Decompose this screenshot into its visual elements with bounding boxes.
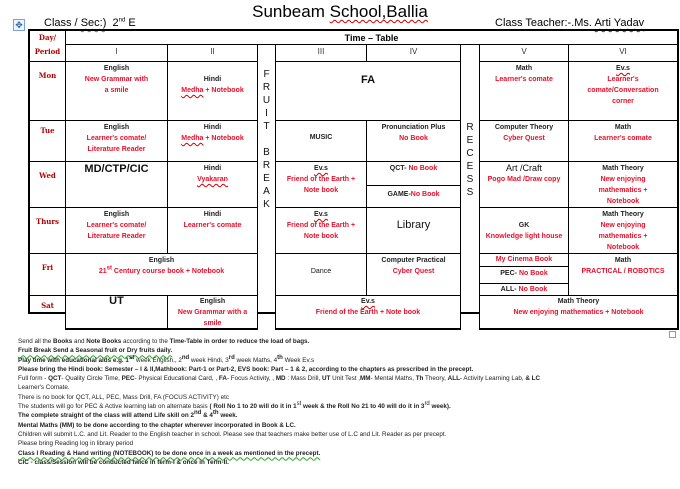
- day-sat: Sat: [28, 295, 66, 314]
- note-text: ALL: [447, 375, 460, 383]
- note-3: [18, 356, 678, 365]
- tue-period-5: [479, 120, 569, 162]
- day-mon: Mon: [28, 61, 66, 121]
- thurs-period-4: Library: [366, 207, 461, 254]
- book: Pogo Mad /Draw copy: [487, 176, 561, 183]
- note-text: and: [72, 338, 87, 345]
- note-text: week.: [218, 412, 238, 420]
- note-text: Send all the: [18, 338, 54, 345]
- note-text: Unit Test ,: [330, 375, 361, 383]
- mon-period-5: [479, 61, 569, 121]
- timetable-title: Time – Table: [65, 29, 679, 45]
- book: Learner's comate: [594, 135, 652, 142]
- book: New enjoying mathematics + Notebook: [598, 176, 648, 205]
- subject: Hindi: [203, 165, 222, 172]
- subject: Computer Theory: [494, 124, 554, 131]
- book: Learner's comate/ Literature Reader: [86, 135, 147, 153]
- book: No Book: [408, 165, 438, 172]
- fri-period-6: [568, 253, 679, 296]
- thurs-period-6: [568, 207, 679, 254]
- mon-period-2: [167, 61, 258, 121]
- book-sup: st: [106, 265, 112, 272]
- teacher-name: Arti Yadav: [594, 17, 645, 29]
- fruit-break-letter: E: [263, 173, 270, 184]
- wed-period-4a: [366, 161, 461, 186]
- note-sup: th: [212, 410, 219, 417]
- class-value: 2: [112, 17, 119, 29]
- recess-letter: E: [466, 135, 474, 146]
- fruit-break-letter: T: [263, 121, 270, 132]
- fri-period-3: Dance: [275, 253, 367, 296]
- subject: Computer Practical: [381, 257, 446, 264]
- book: Friend of the Earth + Note book: [315, 309, 421, 316]
- subject: QCT-: [389, 165, 409, 172]
- note-text: PEC: [121, 375, 135, 383]
- subject: Hindi: [203, 76, 222, 83]
- note-4: Please bring the Hindi book: Semester – I & II,Mathbook: Part-1 or Part-2, EVS book: Part – 1 & 2, according to the chapters as prescribed in the precept.: [18, 365, 474, 373]
- book: Learner's comate/Conversation corner: [587, 76, 659, 105]
- note-text: ( Roll No 1 to 20 will do it in 1: [209, 403, 297, 411]
- book: Medha: [181, 87, 204, 94]
- wed-period-2: [167, 161, 258, 208]
- subject: GK: [518, 222, 530, 229]
- day-period-header: [28, 29, 66, 62]
- mon-period-3-4: FA: [275, 61, 461, 121]
- wed-period-4b: [366, 185, 461, 208]
- note-text: UT: [322, 375, 331, 383]
- sat-period-2: [167, 295, 258, 330]
- subject: Hindi: [203, 211, 222, 218]
- note-13: Class I Reading & Hand writing (NOTEBOOK) to be done once in a week as mentioned in the precept.: [18, 449, 321, 457]
- book: Learner's comate/ Literature Reader: [86, 222, 147, 240]
- subject: Ev.s: [314, 211, 328, 218]
- subject: ALL-: [500, 286, 519, 293]
- recess-letter: R: [466, 122, 474, 133]
- note-text: The students will go for PEC & Active learning lab on alternate basis: [18, 403, 210, 411]
- fruit-break-letter: R: [262, 160, 271, 171]
- note-text: MM: [360, 375, 371, 383]
- day-tue: Tue: [28, 120, 66, 162]
- subject: English: [148, 257, 175, 264]
- subject: GAME-: [387, 191, 411, 198]
- school-title-a: Sunbeam: [252, 2, 330, 21]
- timetable: [28, 29, 679, 327]
- period-header-6: VI: [568, 44, 679, 62]
- book: 21: [98, 268, 107, 275]
- book: New Grammar with a smile: [84, 76, 149, 94]
- note-5: [18, 374, 678, 383]
- subject: Math Theory: [602, 211, 644, 218]
- note-text: QCT: [48, 375, 62, 383]
- book: Cyber Quest: [503, 135, 545, 142]
- wed-period-3: [275, 161, 367, 208]
- wed-period-6: [568, 161, 679, 208]
- subject: Math: [515, 65, 533, 72]
- period-header-2: II: [167, 44, 258, 62]
- subject: Math Theory: [557, 298, 600, 305]
- book: New Grammar with a smile: [177, 309, 248, 327]
- note-text: Books: [53, 338, 73, 345]
- note-1: [18, 337, 678, 346]
- subject: PEC-: [500, 270, 519, 277]
- teacher-label: Class Teacher:-.Ms.: [495, 17, 595, 29]
- period-header-5: V: [479, 44, 569, 62]
- note-sup: rd: [228, 354, 235, 361]
- note-text: week & the Roll No 21 to 40 will do it in 3: [301, 403, 425, 411]
- book-suffix: Century course book + Notebook: [111, 268, 225, 275]
- book: Learner's comate: [495, 76, 553, 83]
- book: Cyber Quest: [392, 268, 435, 275]
- recess-letter: C: [466, 148, 474, 159]
- notes: [18, 337, 678, 467]
- day-thurs: Thurs: [28, 207, 66, 254]
- note-text: Theory,: [423, 375, 448, 383]
- book: Vyakaran: [197, 176, 228, 183]
- book-suffix: + Notebook: [203, 135, 244, 142]
- period-header-4: IV: [366, 44, 461, 62]
- tue-period-2: [167, 120, 258, 162]
- sat-period-3-4: [275, 295, 461, 330]
- note-6: Learner's Comate.: [18, 384, 70, 392]
- tue-period-6: [568, 120, 679, 162]
- note-text: FA: [218, 375, 227, 383]
- subject: Hindi: [203, 124, 222, 131]
- subject: Ev.s: [616, 65, 630, 72]
- note-9: [18, 411, 678, 420]
- note-text: - Physical Educational Card, ,: [134, 375, 219, 383]
- period-header-1: I: [65, 44, 168, 62]
- tue-period-1: [65, 120, 168, 162]
- note-7: There is no book for QCT, ALL, PEC, Mass Drill, FA (FOCUS ACTIVITY) etc: [18, 393, 230, 401]
- fruit-break-letter: I: [265, 108, 268, 119]
- recess-letter: S: [466, 187, 474, 198]
- book: Learner's comate: [183, 222, 242, 229]
- tue-period-4: [366, 120, 461, 162]
- note-text: & LC: [525, 375, 541, 383]
- thurs-period-2: [167, 207, 258, 254]
- fri-period-1-2: [65, 253, 258, 296]
- note-text: - Focus Activity, ,: [226, 375, 276, 383]
- mon-period-6: [568, 61, 679, 121]
- subject: Art /Craft: [505, 163, 542, 173]
- note-sup: st: [296, 400, 302, 407]
- thurs-period-5: [479, 207, 569, 254]
- fri-period-4: [366, 253, 461, 296]
- note-text: The complete straight of the class will attend Life skill on 2: [18, 412, 194, 420]
- school-title-b: School,Ballia: [329, 2, 428, 21]
- tue-period-3: MUSIC: [275, 120, 367, 162]
- fri-period-5a: My Cinema Book: [479, 253, 569, 267]
- sat-period-1: UT: [65, 295, 168, 330]
- note-sup: st: [128, 354, 135, 361]
- fruit-break-column: [257, 44, 276, 314]
- day-label: Day/: [38, 33, 57, 42]
- day-fri: Fri: [28, 253, 66, 296]
- subject: English: [103, 124, 130, 131]
- note-text: Full form -: [18, 375, 49, 383]
- note-text: Time-Table in order to reduce the load of bags.: [169, 338, 310, 345]
- class-sup: nd: [118, 17, 126, 24]
- day-wed: Wed: [28, 161, 66, 208]
- subject: Math: [614, 257, 632, 264]
- subject: English: [103, 211, 130, 218]
- note-11: Children will submit L.C. and Lit. Reader to the English teacher in school. Please see that teachers make better use of L.C and Lit. Reader as per precept.: [18, 430, 447, 438]
- fruit-break-letter: A: [263, 186, 270, 197]
- table-move-handle-icon[interactable]: ✥: [13, 19, 25, 31]
- recess-letter: E: [466, 161, 474, 172]
- note-text: week Maths, 4: [234, 356, 278, 364]
- period-header-3: III: [275, 44, 367, 62]
- book: No Book: [399, 135, 428, 142]
- book: PRACTICAL / ROBOTICS: [581, 268, 665, 275]
- fruit-break-letter: B: [263, 147, 270, 158]
- subject: Math Theory: [602, 165, 644, 172]
- wed-period-5: [479, 161, 569, 208]
- note-sup: nd: [194, 410, 202, 417]
- class-sec-word: Sec:): [80, 17, 107, 29]
- class-teacher: [495, 17, 644, 29]
- note-text: - Quality Circle Time,: [61, 375, 122, 383]
- subject: Ev.s: [314, 165, 328, 172]
- note-14: CIC - class/Session will be conducted twice in term-I & once in Term-II.: [18, 458, 229, 466]
- fruit-break-letter: F: [263, 69, 270, 80]
- note-text: week).: [429, 403, 451, 411]
- wed-period-1: MD/CTP/CIC: [65, 161, 168, 208]
- book-suffix: + Notebook: [203, 87, 244, 94]
- fri-period-5b: [479, 266, 569, 284]
- book: Friend of the Earth + Note book: [286, 222, 356, 240]
- fruit-break-letter: R: [262, 82, 271, 93]
- recess-column: [460, 44, 480, 314]
- book: No Book: [518, 286, 548, 293]
- subject: Pronunciation Plus: [381, 124, 446, 131]
- note-text: week Hindi, 3: [189, 356, 229, 364]
- period-label: Period: [34, 47, 61, 56]
- note-text: according to the: [121, 338, 170, 345]
- book: Knowledge light house: [485, 233, 563, 240]
- note-12: Please bring Reading log in library period: [18, 440, 134, 448]
- sat-period-5-6: [479, 295, 679, 330]
- thurs-period-1: [65, 207, 168, 254]
- note-text: MD: [275, 375, 286, 383]
- note-sup: nd: [181, 354, 190, 361]
- recess-letter: S: [466, 174, 474, 185]
- class-section-letter: E: [125, 17, 136, 29]
- book: No Book: [518, 270, 548, 277]
- fruit-break-letter: U: [262, 95, 271, 106]
- note-text: - Mental Maths,: [370, 375, 416, 383]
- note-10: Mental Maths (MM) to be done according to the chapter wherever incorporated in Book & LC.: [18, 421, 296, 429]
- note-text: - Activity Learning Lab,: [459, 375, 526, 383]
- note-text: Note Books: [86, 338, 122, 345]
- subject: Ev.s: [361, 298, 375, 305]
- thurs-period-3: [275, 207, 367, 254]
- note-text: Th: [415, 375, 424, 383]
- note-2: Fruit Break Send a Seasonal fruit or Dry fruits daily.: [18, 347, 173, 355]
- class-sec-label: Class /: [44, 17, 81, 29]
- book: New enjoying mathematics + Notebook: [513, 309, 644, 316]
- note-text: Play time with educational aids e.g. 1: [18, 356, 129, 364]
- book: New enjoying mathematics + Notebook: [598, 222, 648, 251]
- book: Friend of the Earth + Note book: [286, 176, 356, 194]
- class-section: [44, 17, 136, 29]
- note-text: : Mass Drill,: [285, 375, 322, 383]
- note-sup: rd: [424, 400, 430, 407]
- note-8: [18, 402, 678, 411]
- book: No Book: [410, 191, 440, 198]
- subject: English: [199, 298, 226, 305]
- note-sup: th: [277, 354, 283, 361]
- fruit-break-letter: K: [263, 199, 270, 210]
- note-text: Week Ev.s: [282, 356, 315, 364]
- subject: Math: [614, 124, 632, 131]
- subject: English: [103, 65, 130, 72]
- book: Medha: [181, 135, 204, 142]
- note-text: week English., 2: [134, 356, 182, 364]
- mon-period-1: [65, 61, 168, 121]
- note-text: & 4: [201, 412, 213, 420]
